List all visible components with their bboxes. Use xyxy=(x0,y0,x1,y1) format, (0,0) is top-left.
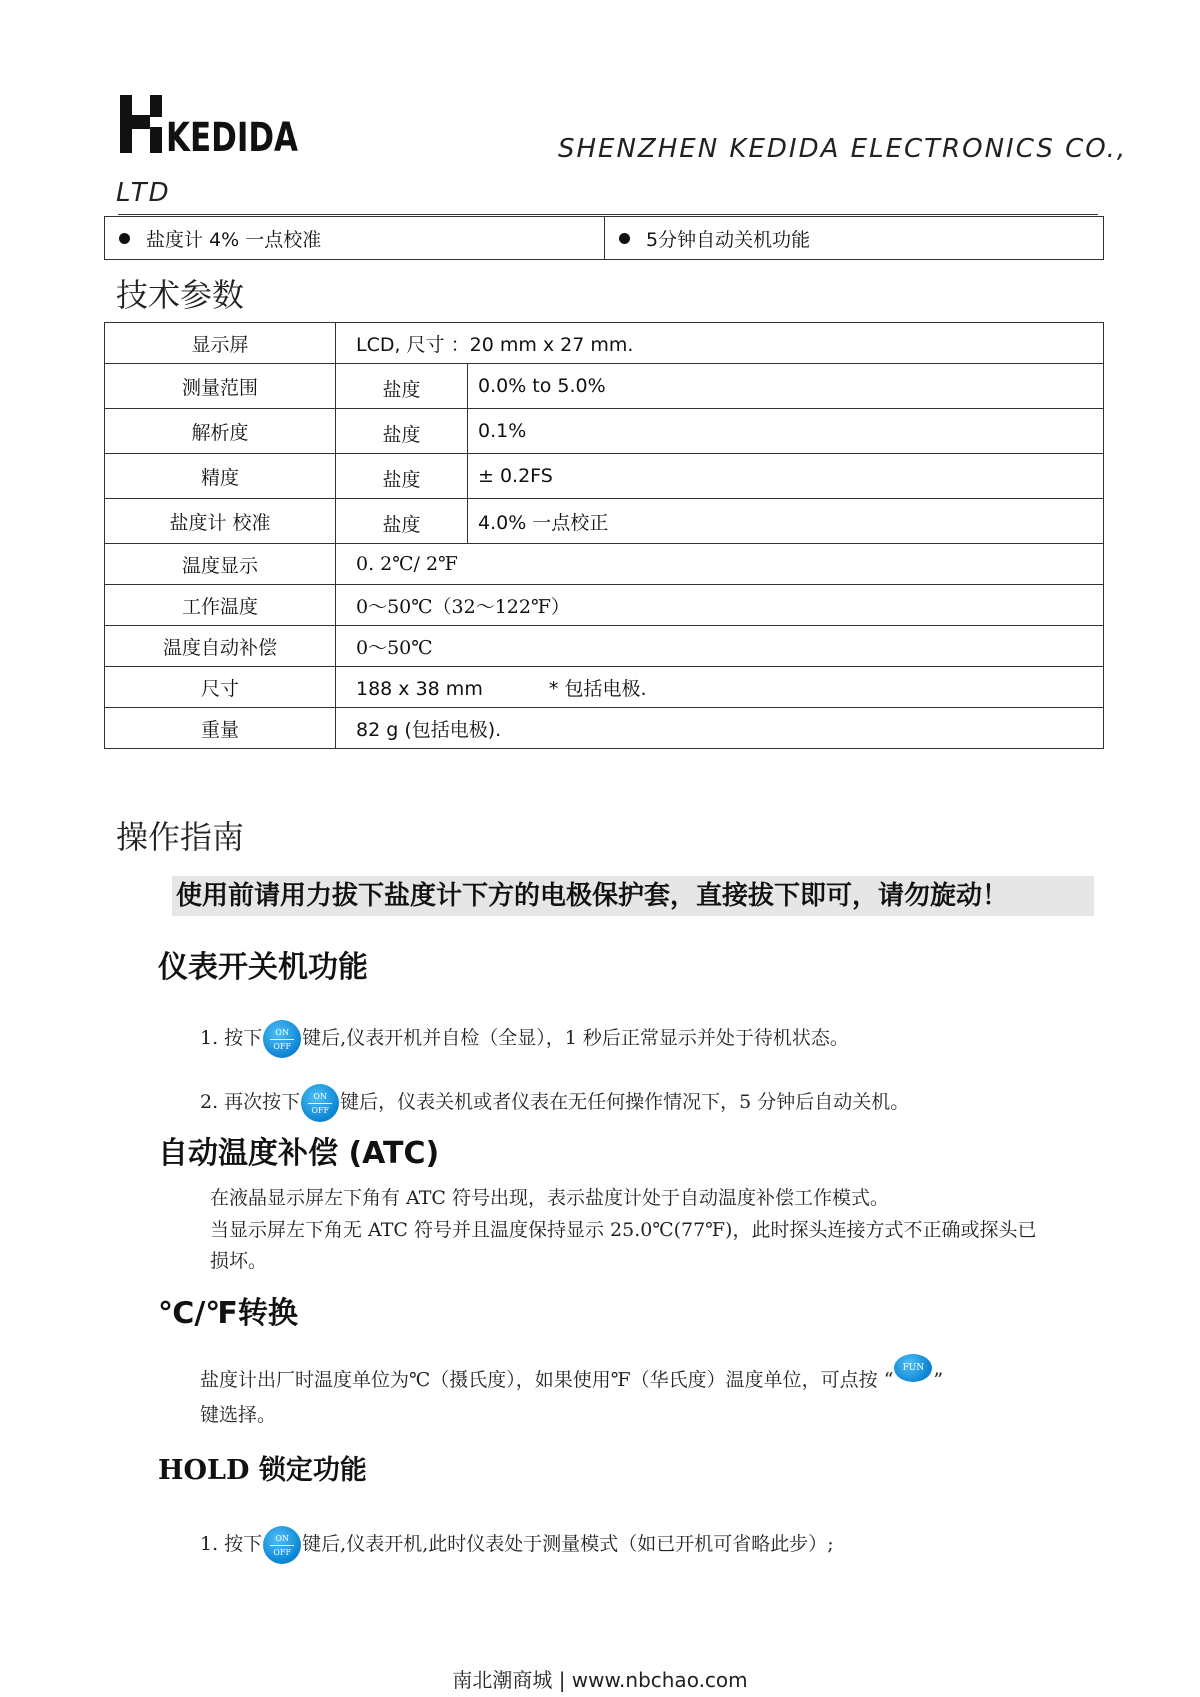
atc-line: 在液晶显示屏左下角有 ATC 符号出现，表示盐度计处于自动温度补偿工作模式。 xyxy=(210,1187,889,1209)
spec-label: 解析度 xyxy=(105,409,336,454)
feature-item xyxy=(105,217,605,259)
power-section-title: 仪表开关机功能 xyxy=(158,950,368,985)
table-row xyxy=(105,626,1104,667)
feature-item xyxy=(605,217,1103,259)
power-step-2 xyxy=(200,1084,909,1122)
table-row xyxy=(105,585,1104,626)
spec-value: ± 0.2FS xyxy=(468,454,1104,499)
spec-label: 精度 xyxy=(105,454,336,499)
on-off-key-icon: ON OFF xyxy=(263,1526,301,1564)
unit-text: ” xyxy=(933,1369,944,1391)
atc-section-title: 自动温度补偿 (ATC) xyxy=(158,1136,440,1171)
spec-value: 0. 2℃/ 2℉ xyxy=(336,544,1104,585)
spec-value: 0～50℃ xyxy=(336,626,1104,667)
spec-sublabel: 盐度 xyxy=(336,409,468,454)
step-text: 键后，仪表关机或者仪表在无任何操作情况下，5 分钟后自动关机。 xyxy=(340,1091,910,1113)
feature-box xyxy=(104,216,1104,260)
company-name: SHENZHEN KEDIDA ELECTRONICS CO., xyxy=(558,134,1128,164)
spec-label: 盐度计 校准 xyxy=(105,499,336,544)
step-text: 2. 再次按下 xyxy=(200,1091,301,1113)
spec-value-cell xyxy=(336,667,1104,708)
spec-label: 显示屏 xyxy=(105,323,336,364)
atc-line: 损坏。 xyxy=(210,1250,268,1272)
spec-section-title: 技术参数 xyxy=(116,276,245,314)
warning-notice: 使用前请用力拔下盐度计下方的电极保护套，直接拔下即可，请勿旋动！ xyxy=(172,876,1094,916)
step-text: 键后,仪表开机,此时仪表处于测量模式（如已开机可省略此步）; xyxy=(302,1533,834,1555)
table-row xyxy=(105,544,1104,585)
spec-value: 0.1% xyxy=(468,409,1104,454)
table-row xyxy=(105,409,1104,454)
spec-label: 测量范围 xyxy=(105,364,336,409)
step-text: 1. 按下 xyxy=(200,1533,263,1555)
feature-text: 盐度计 4% 一点校准 xyxy=(146,228,322,251)
header-divider xyxy=(118,214,1098,215)
step-text: 1. 按下 xyxy=(200,1027,263,1049)
table-row xyxy=(105,454,1104,499)
spec-label: 重量 xyxy=(105,708,336,749)
table-row xyxy=(105,323,1104,364)
power-step-1 xyxy=(200,1020,849,1058)
unit-section-title: ℃/℉转换 xyxy=(158,1296,298,1331)
table-row xyxy=(105,667,1104,708)
spec-value: 82 g (包括电极). xyxy=(336,708,1104,749)
spec-sublabel: 盐度 xyxy=(336,499,468,544)
ops-section-title: 操作指南 xyxy=(116,818,245,856)
spec-label: 温度显示 xyxy=(105,544,336,585)
company-name-ltd: LTD xyxy=(116,178,171,208)
table-row xyxy=(105,708,1104,749)
spec-label: 尺寸 xyxy=(105,667,336,708)
spec-label: 工作温度 xyxy=(105,585,336,626)
spec-value: 4.0% 一点校正 xyxy=(468,499,1104,544)
hold-step-1 xyxy=(200,1526,834,1564)
spec-table xyxy=(104,322,1104,749)
feature-text: 5分钟自动关机功能 xyxy=(646,228,811,251)
fun-key-icon: FUN xyxy=(894,1354,932,1382)
spec-value: LCD, 尺寸 ：20 mm x 27 mm. xyxy=(336,323,1104,364)
spec-note: * 包括电极. xyxy=(548,677,647,700)
logo-text: KEDIDA xyxy=(166,115,299,161)
spec-value: 0～50℃（32～122℉） xyxy=(336,585,1104,626)
unit-text: 盐度计出厂时温度单位为℃（摄氏度），如果使用℉（华氏度）温度单位，可点按 “ xyxy=(200,1369,894,1391)
spec-sublabel: 盐度 xyxy=(336,454,468,499)
spec-value: 0.0% to 5.0% xyxy=(468,364,1104,409)
step-text: 键后,仪表开机并自检（全显），1 秒后正常显示并处于待机状态。 xyxy=(302,1027,849,1049)
spec-label: 温度自动补偿 xyxy=(105,626,336,667)
on-off-key-icon: ON OFF xyxy=(301,1084,339,1122)
unit-line xyxy=(200,1354,943,1392)
on-off-key-icon: ON OFF xyxy=(263,1020,301,1058)
unit-line: 键选择。 xyxy=(200,1404,277,1426)
table-row xyxy=(105,364,1104,409)
hold-section-title: HOLD 锁定功能 xyxy=(158,1455,367,1486)
kedida-logo xyxy=(120,95,300,161)
bullet-icon xyxy=(619,233,630,244)
spec-sublabel: 盐度 xyxy=(336,364,468,409)
bullet-icon xyxy=(119,233,130,244)
footer-link[interactable]: 南北潮商城 | www.nbchao.com xyxy=(452,1668,748,1692)
atc-line: 当显示屏左下角无 ATC 符号并且温度保持显示 25.0℃(77℉)，此时探头连接方式不正确或探头已 xyxy=(210,1219,1037,1241)
table-row xyxy=(105,499,1104,544)
spec-value: 188 x 38 mm xyxy=(356,677,483,700)
